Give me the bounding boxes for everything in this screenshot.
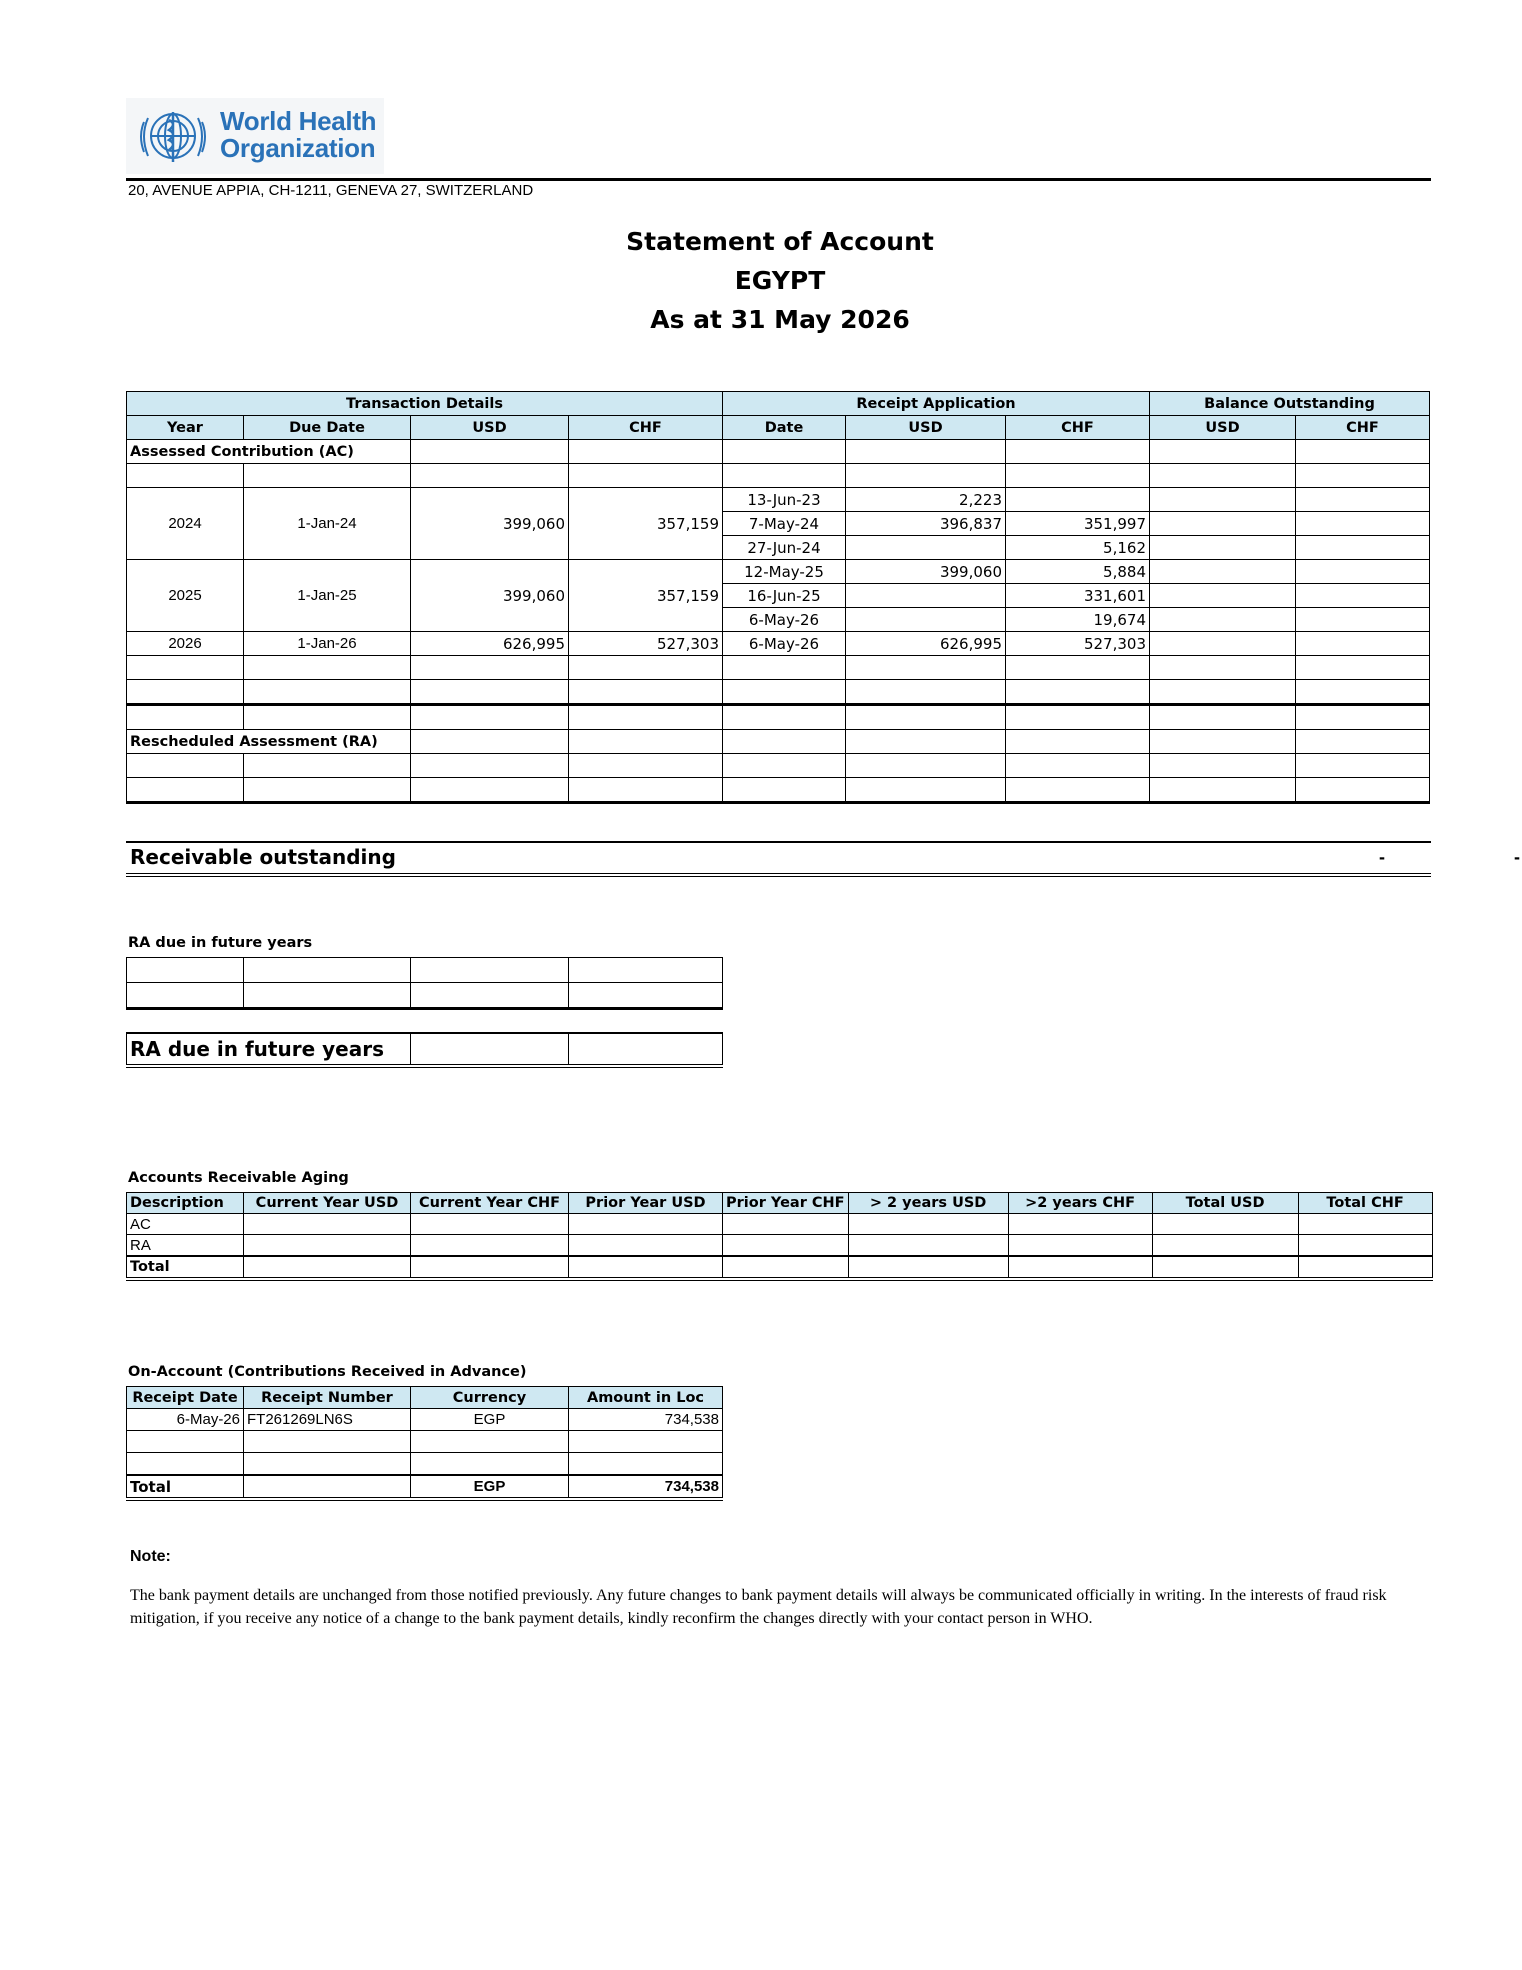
receipt-usd-cell (846, 584, 1006, 608)
due-date-cell: 1-Jan-24 (244, 488, 411, 560)
ra-future-label: RA due in future years (128, 935, 313, 951)
receipt-number-cell: FT261269LN6S (244, 1409, 411, 1431)
group-transaction-details: Transaction Details (127, 392, 723, 416)
ra-section-label: Rescheduled Assessment (RA) (127, 730, 411, 754)
receipt-chf-cell (1006, 488, 1150, 512)
aging-desc-cell: RA (127, 1235, 244, 1257)
logo-line2: Organization (220, 133, 376, 163)
logo-line1: World Health (220, 106, 377, 136)
un-emblem-icon (130, 102, 216, 170)
chf-cell: 527,303 (569, 632, 723, 656)
table-row (127, 488, 1430, 512)
aging-col-description: Description (127, 1193, 244, 1214)
receipt-date-cell: 13-Jun-23 (723, 488, 846, 512)
receipt-usd-cell (846, 536, 1006, 560)
receivable-outstanding-row (126, 841, 1520, 877)
on-account-header-row (127, 1387, 723, 1409)
receivable-usd: - (1379, 847, 1385, 867)
receivable-chf: - (1514, 847, 1520, 867)
table-row (127, 560, 1430, 584)
usd-cell: 399,060 (411, 560, 569, 632)
column-header-row (127, 416, 1430, 440)
country-name: EGYPT (734, 266, 826, 295)
receipt-chf-cell: 5,162 (1006, 536, 1150, 560)
year-cell: 2025 (127, 560, 244, 632)
receipt-chf-cell: 331,601 (1006, 584, 1150, 608)
usd-cell: 626,995 (411, 632, 569, 656)
blank-row (127, 656, 1430, 680)
receipt-chf-cell: 351,997 (1006, 512, 1150, 536)
receipt-date-cell: 6-May-26 (723, 632, 846, 656)
aging-label: Accounts Receivable Aging (128, 1170, 349, 1186)
due-date-cell: 1-Jan-26 (244, 632, 411, 656)
receipt-chf-cell: 527,303 (1006, 632, 1150, 656)
receipt-usd-cell (846, 608, 1006, 632)
total-label: Total (127, 1475, 244, 1499)
due-date-cell: 1-Jan-25 (244, 560, 411, 632)
col-balance-chf: CHF (1296, 416, 1430, 440)
table-row (127, 958, 723, 983)
table-row (127, 1409, 723, 1431)
receipt-date-cell: 12-May-25 (723, 560, 846, 584)
total-amount: 734,538 (569, 1475, 723, 1499)
aging-header-row (127, 1193, 1433, 1214)
aging-row-ac (127, 1214, 1433, 1235)
aging-col-2yr-usd: > 2 years USD (848, 1193, 1008, 1214)
who-logo (126, 98, 384, 174)
note-text: The bank payment details are unchanged from those notified previously. Any future changes to bank payment details will always be communicated officially in writing. In the interests of fraud risk mitigation, if you receive any notice of a change to the bank payment details, kindly reconfirm the changes directly with your contact person in WHO. (130, 1587, 1387, 1627)
ra-subtotal-row (127, 778, 1430, 803)
receipt-chf-cell: 19,674 (1006, 608, 1150, 632)
on-account-label: On-Account (Contributions Received in Advance) (128, 1364, 527, 1380)
aging-col-2yr-chf: >2 years CHF (1008, 1193, 1152, 1214)
header-rule (126, 178, 1431, 181)
aging-row-ra (127, 1235, 1433, 1257)
receipt-usd-cell: 2,223 (846, 488, 1006, 512)
ra-future-total-row (127, 1033, 723, 1066)
receipt-date-cell: 6-May-26 (127, 1409, 244, 1431)
col-due-date: Due Date (244, 416, 411, 440)
address: 20, AVENUE APPIA, CH-1211, GENEVA 27, SWITZERLAND (128, 182, 534, 199)
table-row (127, 632, 1430, 656)
receipt-usd-cell: 399,060 (846, 560, 1006, 584)
col-receipt-usd: USD (846, 416, 1006, 440)
col-currency: Currency (411, 1387, 569, 1409)
aging-col-total-usd: Total USD (1152, 1193, 1298, 1214)
ac-section-row (127, 440, 1430, 464)
on-account-table (126, 1386, 723, 1501)
aging-col-prior-chf: Prior Year CHF (723, 1193, 849, 1214)
col-receipt-date: Date (723, 416, 846, 440)
chf-cell: 357,159 (569, 488, 723, 560)
group-header-row (127, 392, 1430, 416)
aging-table (126, 1192, 1433, 1281)
blank-row (127, 1453, 723, 1476)
year-cell: 2026 (127, 632, 244, 656)
as-at-date: As at 31 May 2026 (650, 305, 910, 334)
table-row (127, 983, 723, 1009)
receipt-date-cell: 6-May-26 (723, 608, 846, 632)
aging-desc-cell: Total (127, 1256, 244, 1279)
blank-row (127, 464, 1430, 488)
blank-row (127, 1431, 723, 1453)
col-receipt-date: Receipt Date (127, 1387, 244, 1409)
col-receipt-chf: CHF (1006, 416, 1150, 440)
receipt-date-cell: 16-Jun-25 (723, 584, 846, 608)
year-cell: 2024 (127, 488, 244, 560)
receipt-chf-cell: 5,884 (1006, 560, 1150, 584)
ra-future-table (126, 957, 723, 1010)
aging-col-current-usd: Current Year USD (244, 1193, 411, 1214)
aging-col-total-chf: Total CHF (1298, 1193, 1432, 1214)
col-amount: Amount in Loc (569, 1387, 723, 1409)
on-account-total-row (127, 1475, 723, 1499)
receipt-usd-cell: 626,995 (846, 632, 1006, 656)
ac-subtotal-row (127, 680, 1430, 705)
statement-table (126, 391, 1430, 804)
ra-future-total-table (126, 1032, 723, 1068)
total-currency: EGP (411, 1475, 569, 1499)
usd-cell: 399,060 (411, 488, 569, 560)
aging-col-prior-usd: Prior Year USD (569, 1193, 723, 1214)
col-usd: USD (411, 416, 569, 440)
blank-row (127, 754, 1430, 778)
ra-section-row (127, 730, 1430, 754)
blank-row (127, 705, 1430, 730)
receipt-date-cell: 7-May-24 (723, 512, 846, 536)
receipt-date-cell: 27-Jun-24 (723, 536, 846, 560)
currency-cell: EGP (411, 1409, 569, 1431)
aging-desc-cell: AC (127, 1214, 244, 1235)
ra-future-total-label: RA due in future years (127, 1033, 411, 1066)
col-receipt-number: Receipt Number (244, 1387, 411, 1409)
group-receipt-application: Receipt Application (723, 392, 1150, 416)
logo-wordmark (220, 108, 376, 162)
aging-col-current-chf: Current Year CHF (411, 1193, 569, 1214)
statement-title: Statement of Account (626, 227, 934, 256)
ac-section-label: Assessed Contribution (AC) (127, 440, 411, 464)
note-label: Note: (130, 1548, 171, 1565)
chf-cell: 357,159 (569, 560, 723, 632)
group-balance-outstanding: Balance Outstanding (1150, 392, 1430, 416)
receipt-usd-cell: 396,837 (846, 512, 1006, 536)
aging-row-total (127, 1256, 1433, 1279)
amount-cell: 734,538 (569, 1409, 723, 1431)
col-balance-usd: USD (1150, 416, 1296, 440)
col-year: Year (127, 416, 244, 440)
receivable-label: Receivable outstanding (130, 845, 396, 869)
col-chf: CHF (569, 416, 723, 440)
